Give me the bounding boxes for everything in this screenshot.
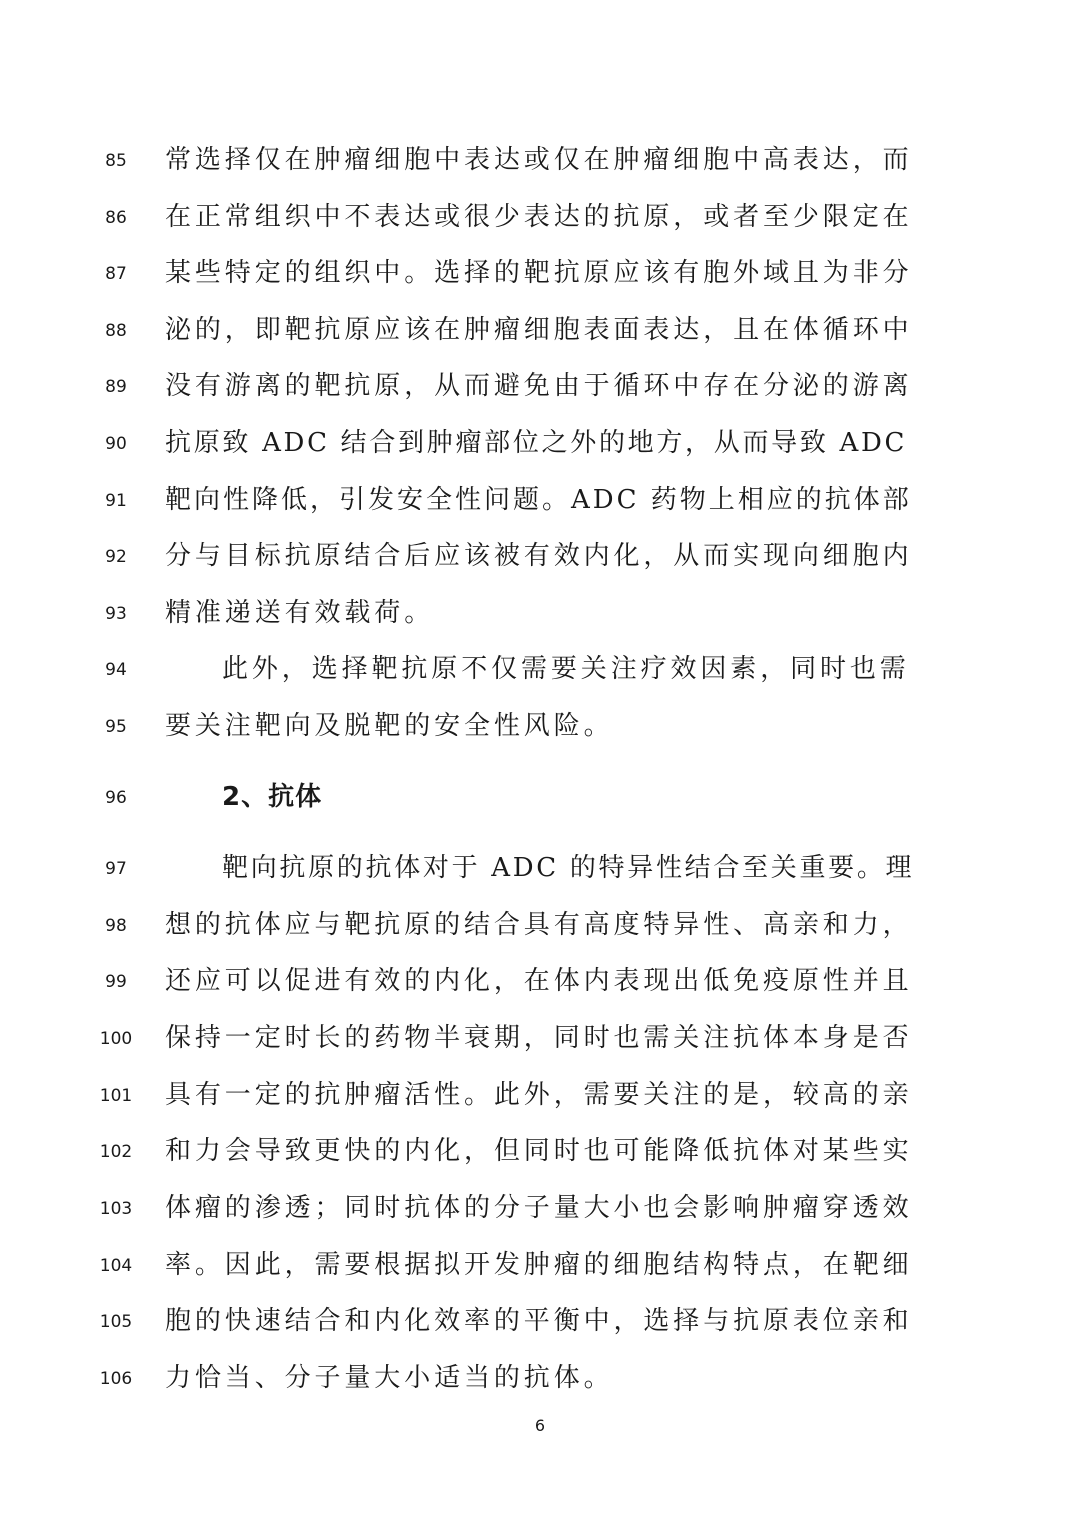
line-text: 想的抗体应与靶抗原的结合具有高度特异性、高亲和力， xyxy=(165,910,913,940)
line-text: 靶向抗原的抗体对于 ADC 的特异性结合至关重要。理 xyxy=(222,853,915,883)
text-line xyxy=(0,140,1080,180)
line-number: 87 xyxy=(105,264,127,284)
text-line xyxy=(0,1131,1080,1171)
text-line xyxy=(0,1301,1080,1341)
line-text: 具有一定的抗肿瘤活性。此外，需要关注的是，较高的亲 xyxy=(165,1080,913,1110)
text-line xyxy=(0,1188,1080,1228)
line-number: 92 xyxy=(105,547,127,567)
text-line xyxy=(0,253,1080,293)
text-line xyxy=(0,706,1080,746)
line-text: 分与目标抗原结合后应该被有效内化，从而实现向细胞内 xyxy=(165,541,913,571)
line-number: 85 xyxy=(105,151,127,171)
text-line xyxy=(0,310,1080,350)
line-text: 此外，选择靶抗原不仅需要关注疗效因素，同时也需 xyxy=(222,654,910,684)
text-line xyxy=(0,905,1080,945)
line-text: 抗原致 ADC 结合到肿瘤部位之外的地方，从而导致 ADC xyxy=(165,428,908,458)
line-number: 96 xyxy=(105,788,127,808)
section-heading-line xyxy=(0,777,1080,817)
line-number: 86 xyxy=(105,208,127,228)
line-text: 体瘤的渗透；同时抗体的分子量大小也会影响肿瘤穿透效 xyxy=(165,1193,913,1223)
line-number: 94 xyxy=(105,660,127,680)
line-text: 某些特定的组织中。选择的靶抗原应该有胞外域且为非分 xyxy=(165,258,913,288)
line-text: 和力会导致更快的内化，但同时也可能降低抗体对某些实 xyxy=(165,1136,913,1166)
text-line xyxy=(0,480,1080,520)
line-text: 靶向性降低，引发安全性问题。ADC 药物上相应的抗体部 xyxy=(165,485,912,515)
line-text: 要关注靶向及脱靶的安全性风险。 xyxy=(165,711,614,741)
line-number: 102 xyxy=(99,1142,133,1162)
line-number: 99 xyxy=(105,972,127,992)
line-number: 101 xyxy=(99,1086,133,1106)
line-text: 保持一定时长的药物半衰期，同时也需关注抗体本身是否 xyxy=(165,1023,913,1053)
text-line xyxy=(0,649,1080,689)
text-line xyxy=(0,961,1080,1001)
line-text: 胞的快速结合和内化效率的平衡中，选择与抗原表位亲和 xyxy=(165,1306,913,1336)
text-line xyxy=(0,197,1080,237)
line-number: 100 xyxy=(99,1029,133,1049)
line-text: 精准递送有效载荷。 xyxy=(165,598,435,628)
line-number: 90 xyxy=(105,434,127,454)
text-line xyxy=(0,1075,1080,1115)
text-line xyxy=(0,423,1080,463)
line-number: 106 xyxy=(99,1369,133,1389)
line-number: 103 xyxy=(99,1199,133,1219)
text-line xyxy=(0,1245,1080,1285)
line-number: 97 xyxy=(105,859,127,879)
text-line xyxy=(0,536,1080,576)
line-number: 88 xyxy=(105,321,127,341)
line-text: 没有游离的靶抗原，从而避免由于循环中存在分泌的游离 xyxy=(165,371,913,401)
text-line xyxy=(0,1358,1080,1398)
line-number: 105 xyxy=(99,1312,133,1332)
line-text: 力恰当、分子量大小适当的抗体。 xyxy=(165,1363,614,1393)
line-text: 还应可以促进有效的内化，在体内表现出低免疫原性并且 xyxy=(165,966,913,996)
section-heading: 2、抗体 xyxy=(222,782,323,812)
text-line xyxy=(0,593,1080,633)
line-number: 91 xyxy=(105,491,127,511)
line-text: 常选择仅在肿瘤细胞中表达或仅在肿瘤细胞中高表达，而 xyxy=(165,145,913,175)
text-line xyxy=(0,848,1080,888)
text-line xyxy=(0,366,1080,406)
text-line xyxy=(0,1018,1080,1058)
line-number: 95 xyxy=(105,717,127,737)
line-text: 率。因此，需要根据拟开发肿瘤的细胞结构特点，在靶细 xyxy=(165,1250,913,1280)
line-number: 98 xyxy=(105,916,127,936)
line-number: 89 xyxy=(105,377,127,397)
line-number: 93 xyxy=(105,604,127,624)
line-text: 在正常组织中不表达或很少表达的抗原，或者至少限定在 xyxy=(165,202,913,232)
line-number: 104 xyxy=(99,1256,133,1276)
line-text: 泌的，即靶抗原应该在肿瘤细胞表面表达，且在体循环中 xyxy=(165,315,913,345)
page-number: 6 xyxy=(534,1416,546,1435)
